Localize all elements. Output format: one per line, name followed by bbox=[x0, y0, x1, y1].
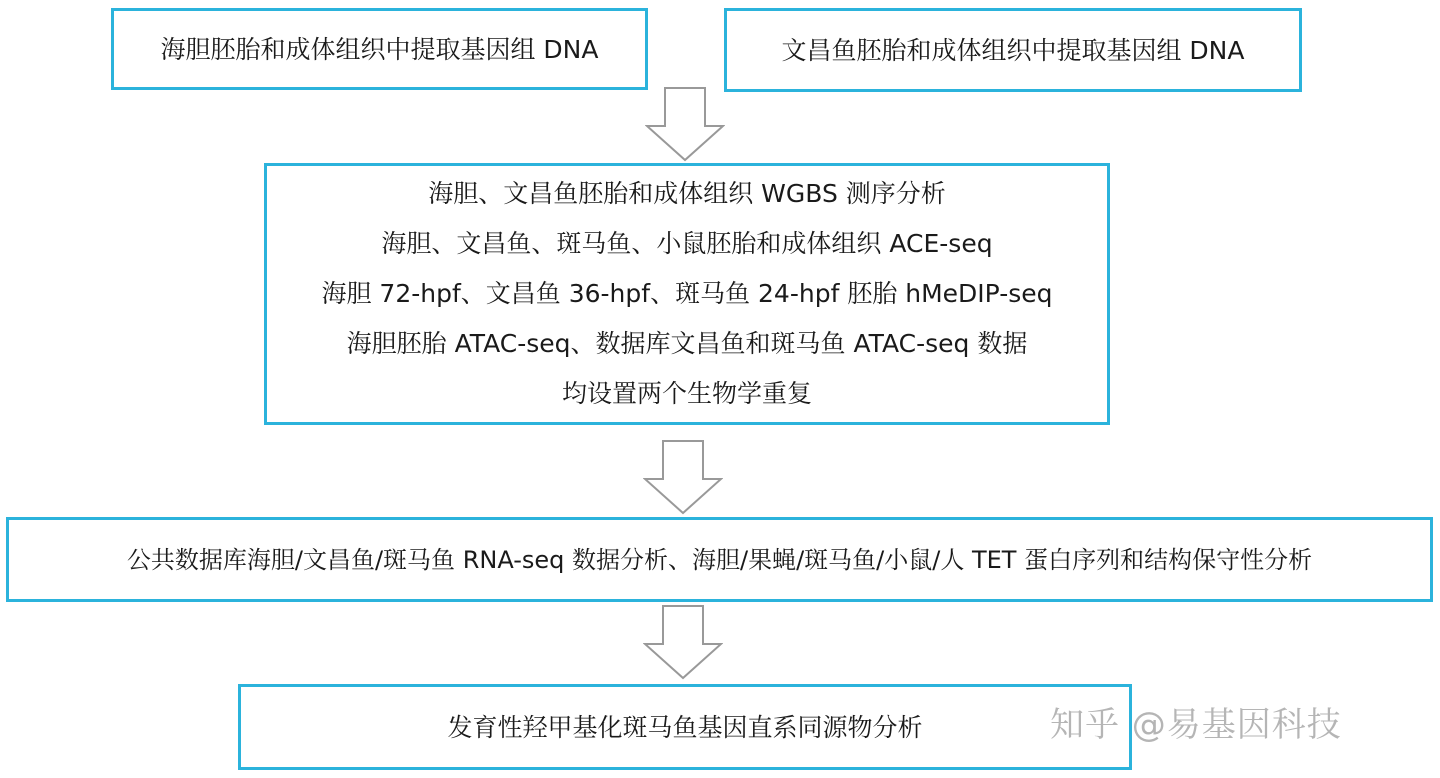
box-line: 公共数据库海胆/文昌鱼/斑马鱼 RNA-seq 数据分析、海胆/果蝇/斑马鱼/小鼠/人 TET 蛋白序列和结构保守性分析 bbox=[126, 545, 1313, 574]
box-ortholog-analysis bbox=[238, 684, 1132, 770]
box-sequencing-experiments bbox=[264, 163, 1110, 425]
box-line: 海胆、文昌鱼胚胎和成体组织 WGBS 测序分析 bbox=[428, 179, 946, 208]
box-line: 海胆胚胎和成体组织中提取基因组 DNA bbox=[160, 34, 599, 64]
box-line: 文昌鱼胚胎和成体组织中提取基因组 DNA bbox=[781, 35, 1245, 65]
box-line: 海胆胚胎 ATAC-seq、数据库文昌鱼和斑马鱼 ATAC-seq 数据 bbox=[346, 329, 1028, 358]
watermark-text: 知乎 @易基因科技 bbox=[1050, 705, 1342, 745]
box-line: 发育性羟甲基化斑马鱼基因直系同源物分析 bbox=[447, 712, 923, 742]
box-line: 海胆、文昌鱼、斑马鱼、小鼠胚胎和成体组织 ACE-seq bbox=[381, 229, 993, 258]
box-line: 均设置两个生物学重复 bbox=[561, 379, 812, 408]
box-extract-dna-sea-urchin bbox=[111, 8, 648, 90]
down-arrow-1 bbox=[645, 86, 725, 162]
box-line: 海胆 72-hpf、文昌鱼 36-hpf、斑马鱼 24-hpf 胚胎 hMeDIP-seq bbox=[321, 279, 1053, 308]
down-arrow-3 bbox=[643, 604, 723, 680]
box-extract-dna-amphioxus bbox=[724, 8, 1302, 92]
box-public-database-analysis bbox=[6, 517, 1433, 602]
down-arrow-2 bbox=[643, 439, 723, 515]
